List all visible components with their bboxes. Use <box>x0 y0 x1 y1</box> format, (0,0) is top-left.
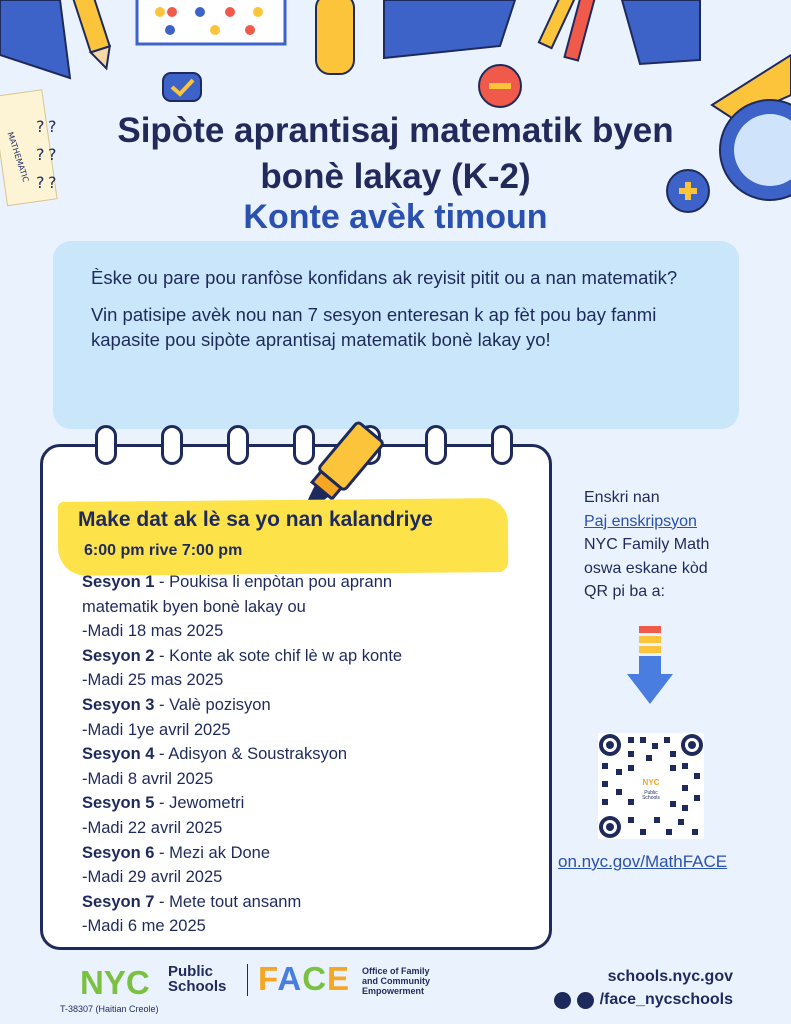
website-link[interactable]: schools.nyc.gov <box>607 968 733 985</box>
session-date: -Madi 22 avril 2025 <box>82 818 223 837</box>
session-topic: - Poukisa li enpòtan pou aprann <box>154 573 393 591</box>
register-line-1: Enskri nan <box>584 489 660 506</box>
face-sub-line3: Empowerment <box>362 986 425 996</box>
face-sub-line2: and Community <box>362 976 431 986</box>
svg-text:?: ? <box>48 173 57 192</box>
session-label: Sesyon 5 <box>82 794 155 813</box>
session-topic: - Adisyon & Soustraksyon <box>154 745 348 764</box>
session-3 <box>82 693 522 718</box>
session-6 <box>82 841 522 866</box>
face-sub-line1: Office of Family <box>362 966 430 976</box>
youtube-icon <box>577 992 594 1009</box>
qr-code[interactable] <box>598 733 704 839</box>
svg-text:NYC: NYC <box>642 778 660 787</box>
intro-box <box>53 241 739 429</box>
face-logo: FACE <box>258 960 351 997</box>
session-label: Sesyon 3 <box>82 695 155 714</box>
session-topic: - Mezi ak Done <box>154 843 271 862</box>
document-code: T-38307 (Haitian Creole) <box>60 1004 159 1014</box>
session-topic-continued: matematik byen bonè lakay ou <box>82 597 306 616</box>
svg-text:Public: Public <box>644 790 658 796</box>
session-1 <box>82 570 522 595</box>
register-line-5: QR pi ba a: <box>584 583 665 600</box>
social-handle-text: /face_nycschools <box>599 991 733 1008</box>
session-label: Sesyon 1 <box>82 573 155 591</box>
page-subtitle: Konte avèk timoun <box>243 198 548 236</box>
registration-page-link[interactable]: Paj enskripsyon <box>584 512 697 530</box>
session-topic: - Jewometri <box>154 794 245 813</box>
svg-text:MATHEMATIC: MATHEMATIC <box>5 130 31 184</box>
session-label: Sesyon 7 <box>82 892 155 911</box>
social-handle[interactable] <box>554 991 733 1009</box>
arrow-down-icon <box>627 626 675 710</box>
session-4 <box>82 742 522 767</box>
nyc-logo <box>80 965 166 997</box>
public-schools-line1: Public <box>168 963 214 980</box>
session-date: -Madi 1ye avril 2025 <box>82 720 231 739</box>
public-schools-label <box>168 964 226 994</box>
session-date: -Madi 6 me 2025 <box>82 917 206 936</box>
session-date: -Madi 8 avril 2025 <box>82 769 214 788</box>
svg-text:?: ? <box>36 117 45 136</box>
notepad-ring <box>425 425 447 465</box>
session-2 <box>82 644 522 669</box>
session-7 <box>82 890 522 915</box>
register-line-3: NYC Family Math <box>584 536 710 553</box>
intro-paragraph-1: Èske ou pare pou ranfòse konfidans ak reyisit pitit ou a nan matematik? <box>91 267 678 288</box>
session-date: -Madi 29 avril 2025 <box>82 868 223 887</box>
session-label: Sesyon 4 <box>82 745 155 764</box>
notepad-ring <box>161 425 183 465</box>
session-date: -Madi 25 mas 2025 <box>82 671 224 690</box>
notepad-ring <box>227 425 249 465</box>
svg-text:Schools: Schools <box>642 795 660 801</box>
instagram-icon <box>554 992 571 1009</box>
svg-text:?: ? <box>48 117 57 136</box>
registration-info <box>584 486 774 604</box>
session-date: -Madi 18 mas 2025 <box>82 622 224 641</box>
public-schools-line2: Schools <box>168 978 227 995</box>
session-time: 6:00 pm rive 7:00 pm <box>84 542 243 559</box>
session-topic: - Valè pozisyon <box>154 695 271 714</box>
notepad-ring <box>491 425 513 465</box>
intro-paragraph-2: Vin patisipe avèk nou nan 7 sesyon enteresan k ap fèt pou bay fanmi kapasite pou sipòte aprantisaj matematik bonè lakay yo! <box>91 304 657 350</box>
page-title <box>40 108 751 200</box>
session-5 <box>82 791 522 816</box>
math-face-link[interactable]: on.nyc.gov/MathFACE <box>558 852 728 871</box>
face-office-label <box>362 966 430 996</box>
svg-text:?: ? <box>36 173 45 192</box>
calendar-heading: Make dat ak lè sa yo nan kalandriye <box>78 508 433 531</box>
svg-text:?: ? <box>48 145 57 164</box>
notepad-ring <box>95 425 117 465</box>
title-line-1: Sipòte aprantisaj matematik byen <box>117 111 674 150</box>
footer-divider <box>247 964 248 996</box>
nyc-logo-text: NYC <box>80 965 150 997</box>
title-line-2: bonè lakay (K-2) <box>260 157 531 196</box>
register-line-4: oswa eskane kòd <box>584 559 708 577</box>
session-topic: - Konte ak sote chif lè w ap konte <box>154 646 403 665</box>
svg-text:?: ? <box>36 145 45 164</box>
session-label: Sesyon 6 <box>82 843 155 862</box>
session-list <box>82 570 522 939</box>
session-label: Sesyon 2 <box>82 646 155 665</box>
session-topic: - Mete tout ansanm <box>154 892 302 911</box>
